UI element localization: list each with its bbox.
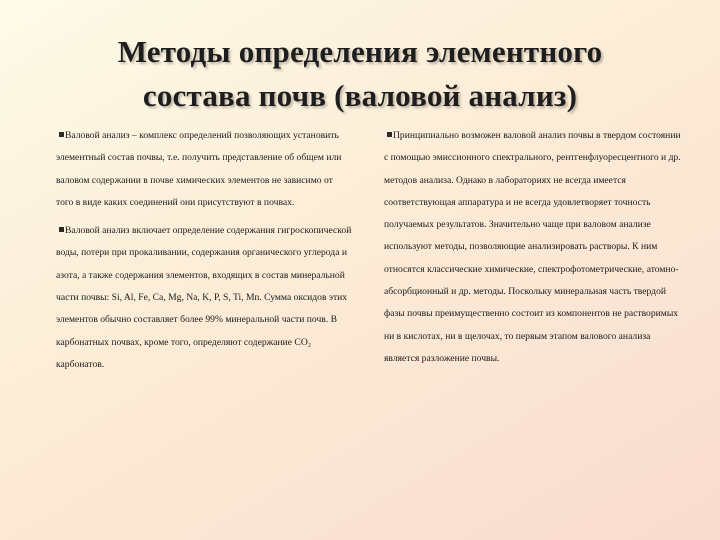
right-column <box>384 125 684 376</box>
left-paragraph-2-text: Валовой анализ включает определение содержания гигроскопической воды, потери при прокаливании, содержания органического углерода и азота, а также содержания элементов, входящих в состав минеральной части почвы: Si, Al, Fe, Ca, Mg, Na, K, P, S, Ti, Mn. Сумма оксидов этих элементов обычно составляет более 99% минеральной части почв. В карбонатных почвах, кроме того, определяют содержание CO₂ карбонатов. <box>56 225 352 370</box>
right-paragraph-1-text: Принципиально возможен валовой анализ почвы в твердом состоянии с помощью эмиссионного спектрального, рентгенфлуоресцентного и др. методов анализа. Однако в лабораториях не всегда имеется соответствующая аппаратура и не всегда удовлетворяет точность получаемых результатов. Значительно чаще при валовом анализе используют методы, позволяющие анализировать растворы. К ним относятся классические химические, спектрофотометрические, атомно-абсорбционный и др. методы. Поскольку минеральная часть твердой фазы почвы преимущественно состоит из компонентов не растворимых ни в кислотах, ни в щелочах, то первым этапом валового анализа является разложение почвы. <box>384 130 681 364</box>
left-paragraph-1-text: Валовой анализ – комплекс определений позволяющих установить элементный состав почвы, т.е. получить представление об общем или валовом содержании в почве химических элементов не зависимо от того в виде каких соединений они присутствуют в почвах. <box>56 130 342 208</box>
bullet-icon <box>59 132 64 137</box>
slide-title <box>40 30 680 118</box>
right-paragraph-1 <box>384 125 684 370</box>
bullet-icon <box>59 227 64 232</box>
left-paragraph-1 <box>56 125 352 214</box>
title-line-2: состава почв (валовой анализ) <box>142 78 578 113</box>
title-line-1: Методы определения элементного <box>117 34 603 69</box>
left-column <box>56 125 352 382</box>
bullet-icon <box>387 132 392 137</box>
left-paragraph-2 <box>56 220 352 376</box>
